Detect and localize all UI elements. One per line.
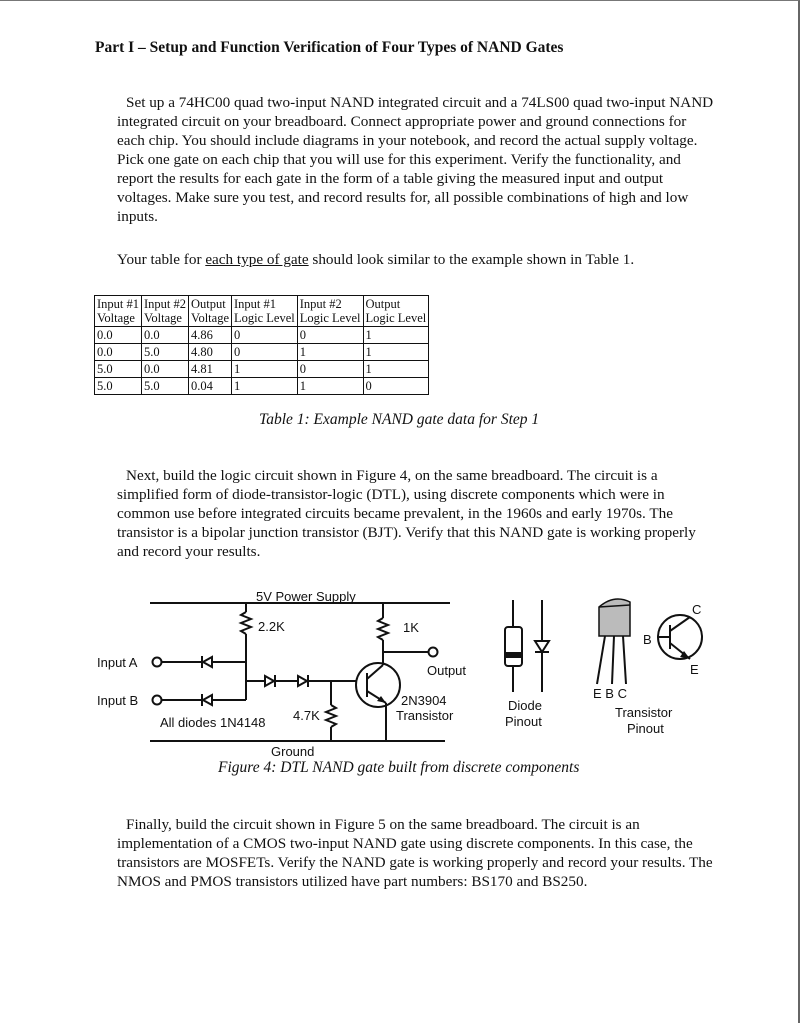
cell: 1 [297,378,363,395]
cell: 0 [232,344,298,361]
table-header-row [95,296,429,327]
header-cell: Output Voltage [189,296,232,327]
diode-pinout-label-2: Pinout [505,714,542,729]
cell: 0 [297,327,363,344]
paragraph-dtl [117,466,717,561]
table-row [95,327,429,344]
cell: 0 [363,378,429,395]
paragraph-setup-text: Set up a 74HC00 quad two-input NAND integrated circuit and a 74LS00 quad two-input NAND integrated circuit on your breadboard. Connect appropriate power and ground connections for each chip. You should include diagrams in your notebook, and record the actual supply voltage. Pick one gate on each chip that you will use for this experiment. Verify the functionality, and report the results for each gate in the form of a table giving the measured input and output voltages. Make sure you test, and record results for, all possible combinations of high and low inputs. [117,94,714,225]
cell: 1 [232,378,298,395]
cell: 5.0 [95,378,142,395]
paragraph-cmos [117,815,717,891]
power-label: 5V Power Supply [256,589,356,604]
r-2k2-label: 2.2K [258,619,285,634]
cell: 1 [297,344,363,361]
ground-label: Ground [271,744,315,759]
pin-b-label: B [643,632,652,647]
cell: 0.0 [95,344,142,361]
transistor-word: Transistor [396,708,454,723]
paragraph-cmos-text: Finally, build the circuit shown in Figure 5 on the same breadboard. The circuit is an implementation of a CMOS two-input NAND gate using discrete components. In this case, the transistors are MOSFETs. Verify the NAND gate is working properly and record your results. The NMOS and PMOS transistors utilized have part numbers: BS170 and BS250. [117,816,713,890]
cell: 1 [363,327,429,344]
cell: 1 [363,344,429,361]
table-caption: Table 1: Example NAND gate data for Step 1 [259,411,540,428]
text-before: Your table for [117,251,206,268]
cell: 4.80 [189,344,232,361]
example-nand-table [94,295,429,395]
figure-caption: Figure 4: DTL NAND gate built from discrete components [218,759,580,776]
paragraph-dtl-text: Next, build the logic circuit shown in Figure 4, on the same breadboard. The circuit is a simplified form of diode-transistor-logic (DTL), using discrete components which were in common use before integrated circuits became prevalent, in the 1960s and early 1970s. The transistor is a bipolar junction transistor (BJT). Verify that this NAND gate is working properly and record your results. [117,467,696,560]
cell: 5.0 [142,344,189,361]
cell: 0.0 [142,327,189,344]
cell: 0.04 [189,378,232,395]
cell: 1 [363,361,429,378]
pin-c-label: C [692,602,702,617]
cell: 0 [232,327,298,344]
table-row [95,344,429,361]
header-cell: Input #1 Voltage [95,296,142,327]
output-label: Output [427,663,467,678]
header-cell: Input #2 Logic Level [297,296,363,327]
transistor-symbol-icon [657,615,702,659]
transistor-package-icon [597,599,630,684]
underlined-phrase: each type of gate [205,251,309,268]
cell: 4.81 [189,361,232,378]
input-a-label: Input A [97,655,138,670]
section-heading: Part I – Setup and Function Verification of Four Types of NAND Gates [95,39,564,56]
header-cell: Output Logic Level [363,296,429,327]
cell: 0 [297,361,363,378]
pin-e-label: E [690,662,699,677]
header-cell: Input #1 Logic Level [232,296,298,327]
diode-pinout-icon [505,600,549,692]
ebc-label: E B C [593,686,627,701]
dtl-nand-circuit-diagram [0,580,802,765]
transistor-pinout-label-2: Pinout [627,721,664,736]
cell: 5.0 [95,361,142,378]
table-row [95,378,429,395]
text-after: should look similar to the example shown in Table 1. [308,251,635,268]
diode-pinout-label-1: Diode [508,698,542,713]
header-cell: Input #2 Voltage [142,296,189,327]
cell: 0.0 [95,327,142,344]
transistor-pinout-label-1: Transistor [615,705,673,720]
transistor-part: 2N3904 [401,693,447,708]
paragraph-table-instruction [117,250,717,269]
cell: 5.0 [142,378,189,395]
r-4k7-label: 4.7K [293,708,320,723]
input-b-label: Input B [97,693,139,708]
cell: 0.0 [142,361,189,378]
r-1k-label: 1K [403,620,419,635]
cell: 1 [232,361,298,378]
table-row [95,361,429,378]
paragraph-setup [117,93,717,226]
cell: 4.86 [189,327,232,344]
diodes-note: All diodes 1N4148 [160,715,266,730]
